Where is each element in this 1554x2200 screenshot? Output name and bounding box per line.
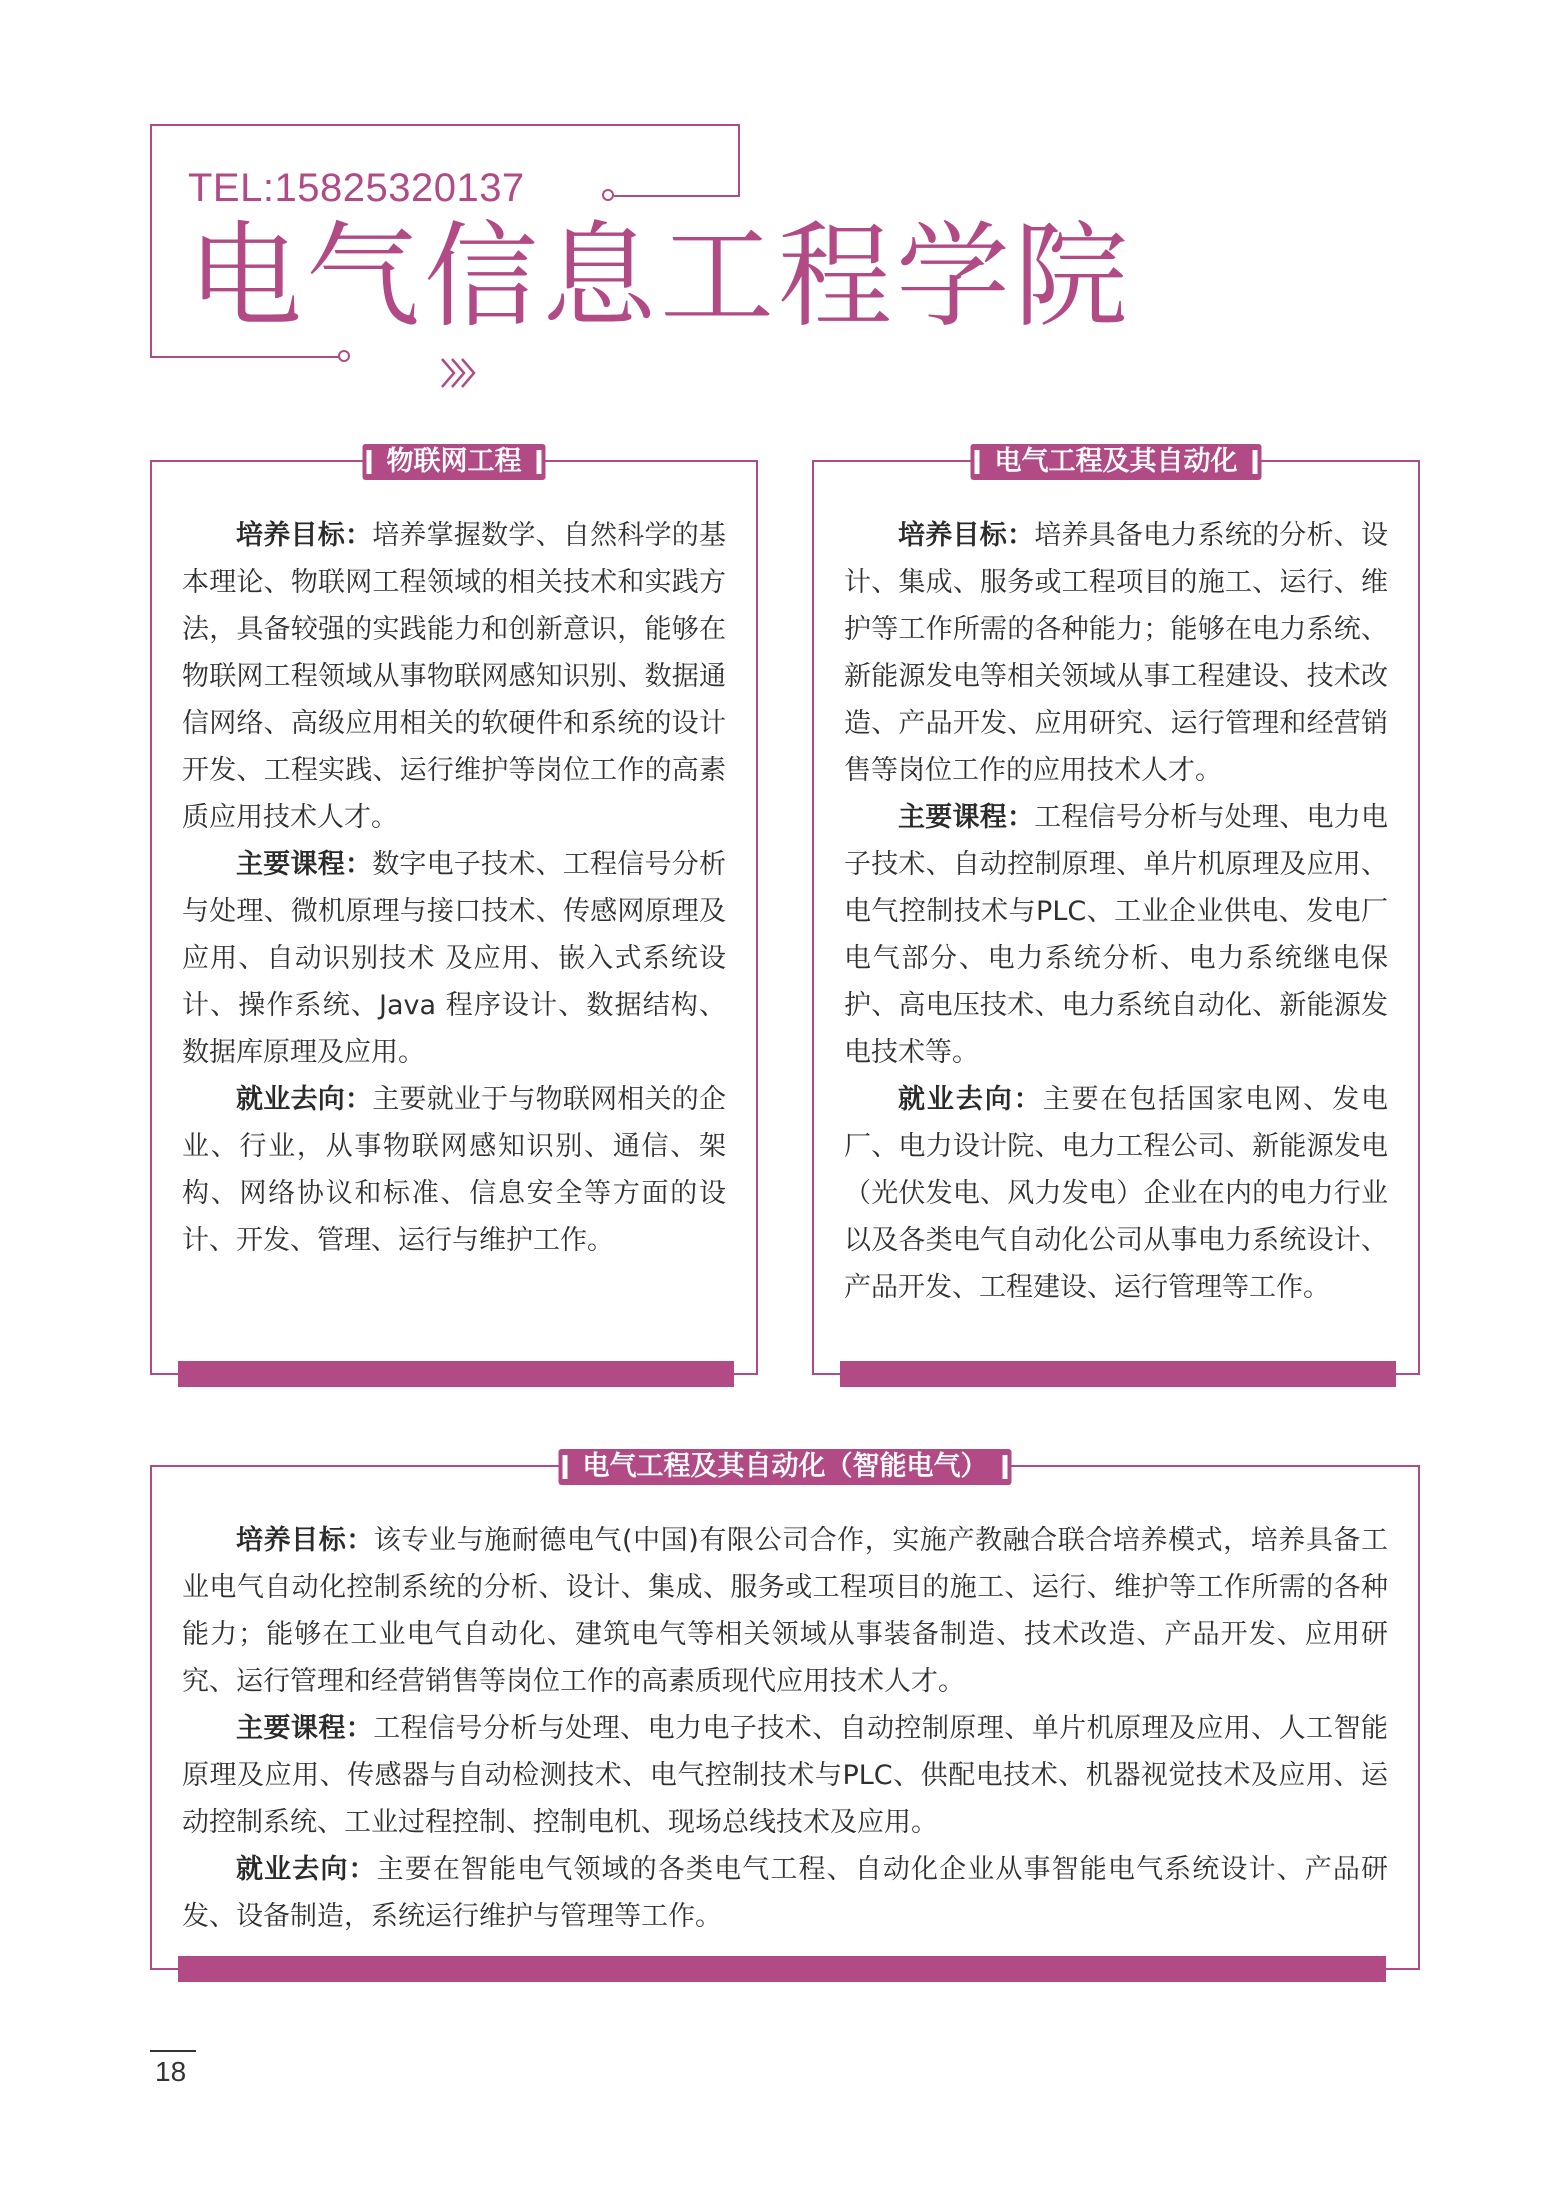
section-body: [844, 512, 1388, 1311]
job-paragraph: [844, 1076, 1388, 1311]
section-label: 电气工程及其自动化（智能电气）: [559, 1449, 1012, 1485]
goal-text: 该专业与施耐德电气(中国)有限公司合作，实施产教融合联合培养模式，培养具备工业电气自动化控制系统的分析、设计、集成、服务或工程项目的施工、运行、维护等工作所需的各种能力；能够在工业电气自动化、建筑电气等相关领域从事装备制造、技术改造、产品开发、应用研究、运行管理和经营销售等岗位工作的高素质现代应用技术人才。: [182, 1525, 1388, 1697]
job-text: 主要在智能电气领域的各类电气工程、自动化企业从事智能电气系统设计、产品研发、设备制造，系统运行维护与管理等工作。: [182, 1854, 1388, 1932]
job-text: 主要在包括国家电网、发电厂、电力设计院、电力工程公司、新能源发电（光伏发电、风力发电）企业在内的电力行业以及各类电气自动化公司从事电力系统设计、产品开发、工程建设、运行管理等工作。: [844, 1084, 1388, 1303]
course-text: 工程信号分析与处理、电力电子技术、自动控制原理、单片机原理及应用、电气控制技术与PLC、工业企业供电、发电厂电气部分、电力系统分析、电力系统继电保护、高电压技术、电力系统自动化、新能源发电技术等。: [844, 802, 1389, 1068]
footer-rule: [150, 2050, 196, 2052]
goal-paragraph: [182, 512, 726, 841]
frame-bottom-line: [150, 356, 344, 358]
section-bottom-bar: [178, 1956, 1386, 1982]
goal-paragraph: [182, 1517, 1388, 1705]
course-text: 工程信号分析与处理、电力电子技术、自动控制原理、单片机原理及应用、人工智能原理及应用、传感器与自动检测技术、电气控制技术与PLC、供配电技术、机器视觉技术及应用、运动控制系统、工业过程控制、控制电机、现场总线技术及应用。: [182, 1713, 1389, 1838]
goal-text: 培养掌握数学、自然科学的基本理论、物联网工程领域的相关技术和实践方法，具备较强的实践能力和创新意识，能够在物联网工程领域从事物联网感知识别、数据通信网络、高级应用相关的软硬件和系统的设计开发、工程实践、运行维护等岗位工作的高素质应用技术人才。: [182, 520, 727, 833]
section-bottom-bar: [840, 1361, 1396, 1387]
course-paragraph: [844, 794, 1388, 1076]
page-title: 电气信息工程学院: [188, 210, 1133, 343]
header-tel: TEL:15825320137: [188, 166, 525, 210]
frame-dot-bottom: [338, 350, 350, 362]
frame-right-line: [738, 124, 740, 196]
chevron-right-icon: [440, 355, 480, 391]
section-iot: [150, 446, 758, 1375]
job-label: 就业去向：: [236, 1084, 373, 1115]
goal-text: 培养具备电力系统的分析、设计、集成、服务或工程项目的施工、运行、维护等工作所需的各种能力；能够在电力系统、新能源发电等相关领域从事工程建设、技术改造、产品开发、应用研究、运行管理和经营销售等岗位工作的应用技术人才。: [844, 520, 1389, 786]
course-label: 主要课程：: [898, 802, 1035, 833]
goal-label: 培养目标：: [236, 1525, 374, 1556]
goal-label: 培养目标：: [898, 520, 1035, 551]
course-paragraph: [182, 841, 726, 1076]
job-paragraph: [182, 1076, 726, 1264]
section-label: 物联网工程: [363, 444, 546, 480]
section-body: [182, 1517, 1388, 1940]
job-label: 就业去向：: [898, 1084, 1043, 1115]
section-electrical: [812, 446, 1420, 1375]
page-number: 18: [155, 2056, 187, 2087]
frame-left-line: [150, 124, 152, 358]
course-label: 主要课程：: [236, 1713, 374, 1744]
course-paragraph: [182, 1705, 1388, 1846]
frame-top-line: [150, 124, 740, 126]
frame-dot-right: [602, 189, 614, 201]
section-bottom-bar: [178, 1361, 734, 1387]
job-paragraph: [182, 1846, 1388, 1940]
job-text: 主要就业于与物联网相关的企业、行业，从事物联网感知识别、通信、架构、网络协议和标准、信息安全等方面的设计、开发、管理、运行与维护工作。: [182, 1084, 727, 1256]
section-body: [182, 512, 726, 1264]
course-label: 主要课程：: [236, 849, 373, 880]
goal-label: 培养目标：: [236, 520, 373, 551]
section-label: 电气工程及其自动化: [971, 444, 1262, 480]
job-label: 就业去向：: [236, 1854, 377, 1885]
goal-paragraph: [844, 512, 1388, 794]
frame-right-connector: [614, 195, 740, 197]
section-smart-electrical: [150, 1451, 1420, 1970]
course-text: 数字电子技术、工程信号分析与处理、微机原理与接口技术、传感网原理及应用、自动识别技术 及应用、嵌入式系统设计、操作系统、Java 程序设计、数据结构、数据库原理及应用。: [182, 849, 727, 1068]
